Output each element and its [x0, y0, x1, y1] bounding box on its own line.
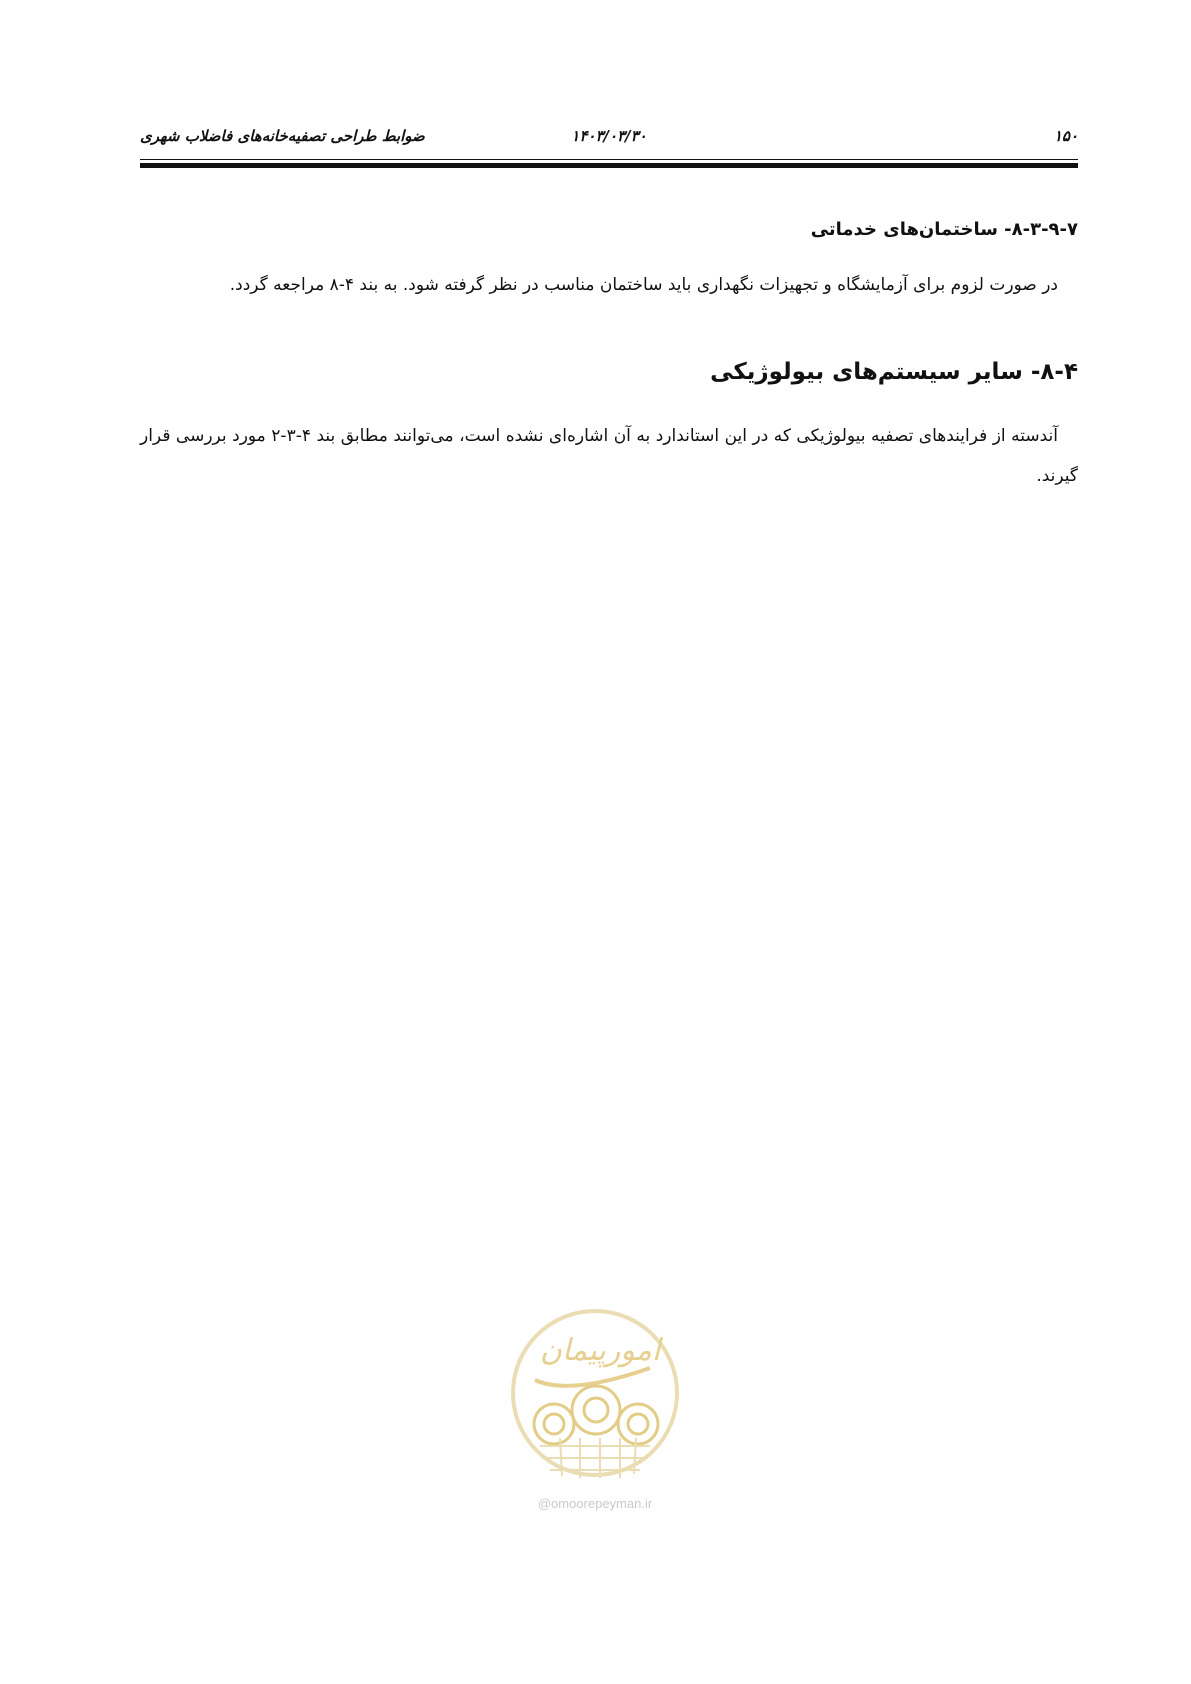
watermark-url: @omoorepeyman.ir	[537, 1496, 653, 1511]
paragraph-service-buildings: در صورت لزوم برای آزمایشگاه و تجهیزات نگهداری باید ساختمان مناسب در نظر گرفته شود. به بند ۴-۸ مراجعه گردد.	[229, 275, 1058, 295]
watermark	[500, 1298, 690, 1538]
watermark-logo-icon	[500, 1298, 690, 1488]
page-header	[140, 124, 1078, 148]
header-rule-thin	[140, 159, 1078, 160]
page-number: ۱۵۰	[1053, 127, 1078, 145]
header-rule-thick	[140, 163, 1078, 168]
document-title: ضوابط طراحی تصفیه‌خانه‌های فاضلاب شهری	[140, 127, 425, 145]
section-heading-other-biological-systems: ۸-۴- سایر سیستم‌های بیولوژیکی	[710, 359, 1078, 385]
section-heading-service-buildings: ۸-۳-۹-۷- ساختمان‌های خدماتی	[810, 219, 1078, 240]
header-date: ۱۴۰۳/۰۳/۳۰	[571, 127, 647, 145]
watermark-logo-text: امورپیمان	[539, 1333, 661, 1368]
paragraph-other-biological-systems: آندسته از فرایندهای تصفیه بیولوژیکی که در این استاندارد به آن اشاره‌ای نشده است، می‌توانند مطابق بند ۴-۳-۲ مورد بررسی قرار گیرند.	[140, 426, 1078, 486]
